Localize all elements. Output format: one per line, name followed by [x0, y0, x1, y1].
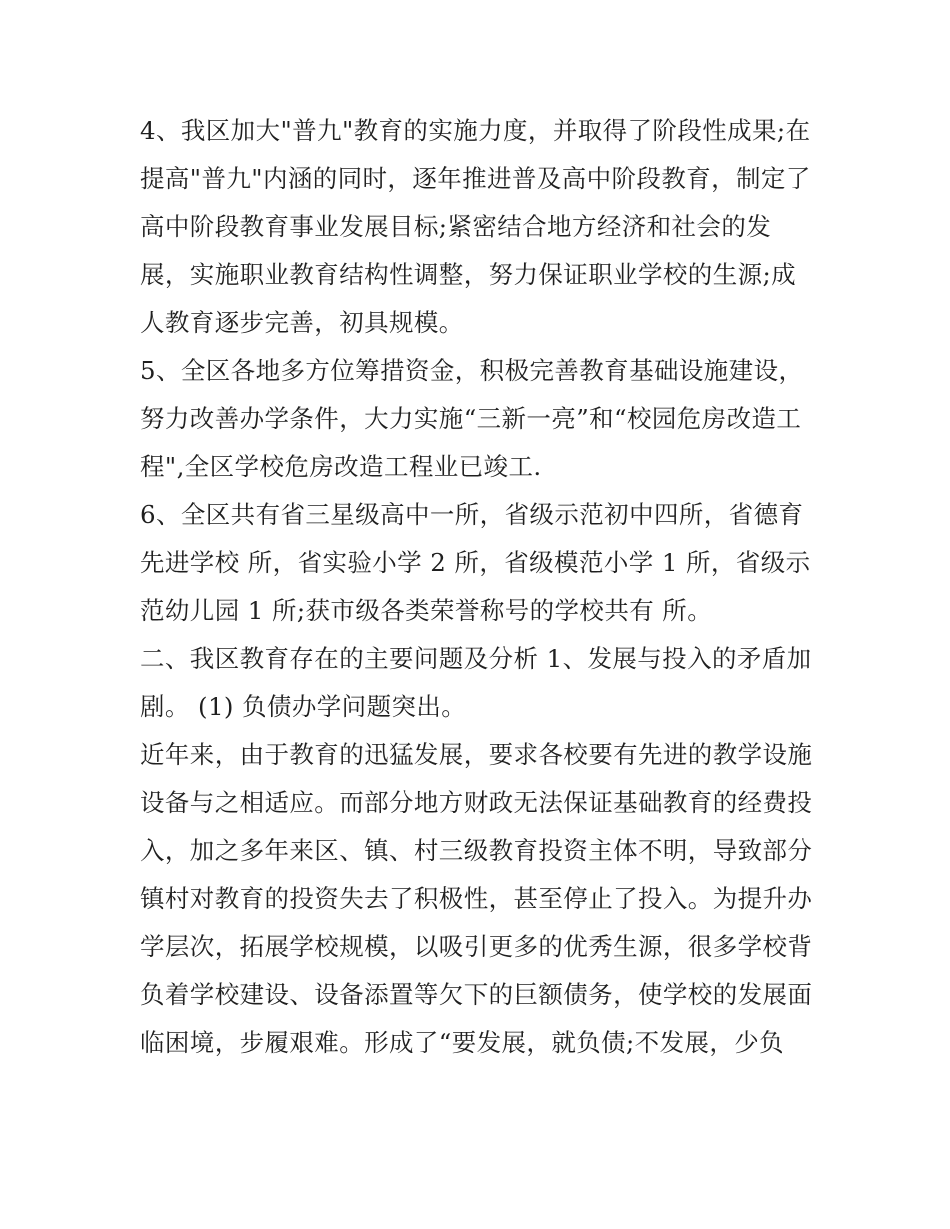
paragraph-achievement-6: 6、全区共有省三星级高中一所，省级示范初中四所，省德育先进学校 所，省实验小学 2 所，省级模范小学 1 所，省级示范幼儿园 1 所;获市级各类荣誉称号的学校共有 所。	[140, 500, 811, 625]
paragraph-achievement-4: 4、我区加大"普九"教育的实施力度，并取得了阶段性成果;在提高"普九"内涵的同时，逐年推进普及高中阶段教育，制定了高中阶段教育事业发展目标;紧密结合地方经济和社会的发展，实施职业教育结构性调整，努力保证职业学校的生源;成人教育逐步完善，初具规模。	[140, 116, 811, 337]
paragraph-debt-analysis: 近年来，由于教育的迅猛发展，要求各校要有先进的教学设施设备与之相适应。而部分地方财政无法保证基础教育的经费投入，加之多年来区、镇、村三级教育投资主体不明，导致部分镇村对教育的投资失去了积极性，甚至停止了投入。为提升办学层次，拓展学校规模，以吸引更多的优秀生源，很多学校背负着学校建设、设备添置等欠下的巨额债务，使学校的发展面临困境，步履艰难。形成了“要发展，就负债;不发展，少负	[140, 740, 813, 1057]
paragraph-achievement-5: 5、全区各地多方位筹措资金，积极完善教育基础设施建设，努力改善办学条件，大力实施“三新一亮”和“校园危房改造工程",全区学校危房改造工程业已竣工.	[140, 356, 804, 481]
section-heading-problems: 二、我区教育存在的主要问题及分析 1、发展与投入的矛盾加剧。 (1) 负债办学问题突出。	[140, 644, 812, 721]
document-body	[140, 107, 820, 1067]
